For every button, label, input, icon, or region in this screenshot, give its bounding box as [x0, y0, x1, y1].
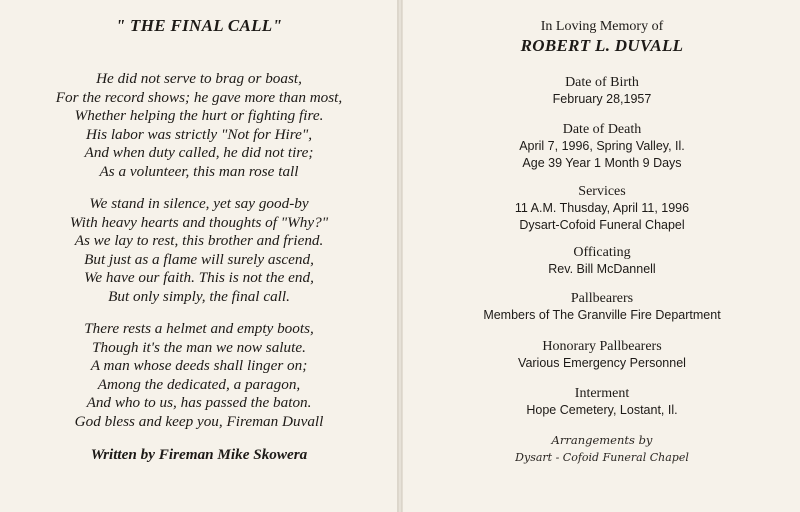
section-line: Various Emergency Personnel: [518, 356, 686, 370]
poem-line: There rests a helmet and empty boots,: [84, 320, 314, 337]
section-line: Dysart-Cofoid Funeral Chapel: [519, 218, 685, 232]
arrangements-chapel: [403, 451, 800, 464]
section-heading: Interment: [574, 386, 630, 401]
arrangements-label: [403, 433, 800, 447]
poem-line: For the record shows; he gave more than most,: [55, 88, 343, 106]
poem-line: We have our faith. This is not the end,: [84, 269, 314, 287]
poem-line: But only simply, the final call.: [108, 287, 290, 305]
poem-line: Whether helping the hurt or fighting fire.: [74, 107, 324, 125]
poem-line: As we lay to rest, this brother and friend.: [74, 232, 324, 250]
arrangements-chapel-text: Dysart - Cofoid Funeral Chapel: [515, 451, 689, 464]
poem-line: God bless and keep you, Fireman Duvall: [74, 412, 324, 430]
pallbearers-section: [403, 290, 800, 324]
poem-line: With heavy hearts and thoughts of "Why?": [69, 213, 329, 231]
poem-author: Written by Fireman Mike Skowera: [90, 446, 308, 463]
officiating-section: [403, 244, 800, 278]
poem-stanza-1: [0, 70, 398, 182]
interment-section: [403, 385, 800, 419]
section-line: 11 A.M. Thusday, April 11, 1996: [514, 201, 690, 215]
poem-line: But just as a flame will surely ascend,: [84, 250, 314, 268]
poem-line: Though it's the man we now salute.: [92, 338, 306, 356]
poem-line: Among the dedicated, a paragon,: [97, 375, 301, 393]
section-line: Members of The Granville Fire Department: [483, 308, 721, 322]
section-line: Age 39 Year 1 Month 9 Days: [522, 156, 682, 170]
section-heading: Honorary Pallbearers: [542, 339, 662, 354]
poem-line: And when duty called, he did not tire;: [84, 144, 314, 162]
section-heading: Officating: [573, 245, 631, 260]
poem-title: " THE FINAL CALL": [115, 16, 283, 35]
poem-line: His labor was strictly "Not for Hire",: [85, 125, 313, 143]
section-line: Rev. Bill McDannell: [548, 262, 656, 276]
memory-heading: In Loving Memory of: [540, 19, 664, 34]
section-line: Hope Cemetery, Lostant, Il.: [526, 403, 678, 417]
section-heading: Date of Birth: [565, 75, 639, 90]
poem-line: A man whose deeds shall linger on;: [90, 357, 308, 375]
section-line: February 28,1957: [552, 92, 652, 106]
poem-line: And who to us, has passed the baton.: [86, 394, 312, 412]
poem-line: He did not serve to brag or boast,: [96, 70, 302, 87]
right-page: [402, 0, 800, 512]
poem-line: As a volunteer, this man rose tall: [99, 162, 299, 180]
section-heading: Date of Death: [562, 122, 642, 137]
deceased-name: ROBERT L. DUVALL: [520, 36, 684, 55]
poem-stanza-3: [0, 320, 398, 432]
section-heading: Pallbearers: [570, 291, 634, 306]
honorary-pallbearers-section: [403, 338, 800, 372]
section-line: April 7, 1996, Spring Valley, Il.: [519, 139, 685, 153]
poem-stanza-2: [0, 195, 398, 307]
left-page: [0, 0, 398, 512]
death-section: [403, 121, 800, 172]
birth-section: [403, 74, 800, 108]
poem-line: We stand in silence, yet say good-by: [89, 195, 309, 212]
arrangements-by-text: Arrangements by: [551, 433, 653, 447]
services-section: [403, 183, 800, 234]
section-heading: Services: [578, 184, 626, 199]
memorial-heading-block: [403, 18, 800, 56]
